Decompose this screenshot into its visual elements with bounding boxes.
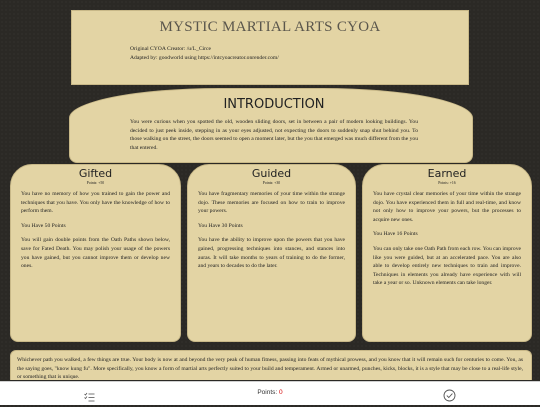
choice-card-points-note: You Have 30 Points <box>198 222 243 229</box>
lore-panel <box>10 350 532 380</box>
points-value: 0 <box>279 389 283 396</box>
points-label: Points: <box>257 389 278 396</box>
points-counter <box>0 389 540 396</box>
choice-card-points: Points: +16 <box>438 181 456 185</box>
choice-card-description: You have fragmentary memories of your time within the strange dojo. These memories are focused on how to train to improve your powers. <box>198 191 345 215</box>
choice-card-points-note: You Have 50 Points <box>21 222 66 229</box>
choice-card-earned[interactable] <box>362 164 532 342</box>
choice-card-gifted[interactable] <box>10 164 181 342</box>
choice-card-details: You can only take one Oath Path from each row. You can improve like you were guided, but at an accelerated pace. You are also able to develop entirely new techniques to train and improve. Techniques in elements you already have experience with will take a year or so. Unknown elements can take longer. <box>373 245 521 287</box>
choice-card-title: Gifted <box>78 167 113 180</box>
bottom-toolbar <box>0 381 540 405</box>
header-panel <box>71 10 469 85</box>
lore-paragraph: Whichever path you walked, a few things are true. Your body is now at and beyond the very peak of human fitness, passing into feats of mythical prowess, and you know that it will remain such for centuries to come. You, as the saying goes, "know kung fu". More specifically, you know a form of martial arts perfectly suited to your build and temperament. Armed or unarmed, punches, kicks, blocks, it is a style that may be close to a real-life style, or something that is unique. <box>17 357 523 380</box>
choice-card-description: You have crystal clear memories of your time within the strange dojo. You have experienced them in full and real-time, and know not only how to improve your powers, but the processes to acquire new ones. <box>373 191 521 223</box>
choice-card-description: You have no memory of how you trained to gain the power and techniques that you have. You only have the knowledge of how to perform them. <box>21 191 170 215</box>
choice-card-points-note: You Have 16 Points <box>373 231 418 238</box>
choice-card-title: Guided <box>251 167 292 180</box>
introduction-text: You were curious when you spotted the old, wooden sliding doors, set in between a pair of modern looking buildings. You decided to just peek inside, stepping in as your eyes adjusted, not expecting the doors to suddenly snap shut behind you. To those walking on the street, the doors seemed to open a moment later, but the you that emerged was much different from the you that entered. <box>130 119 418 151</box>
original-creator-credit: Original CYOA Creator: /u/L_Circe <box>130 46 211 52</box>
adapted-by-credit: Adapted by: goodworld using https://intcyoacreator.onrender.com/ <box>130 55 279 61</box>
choice-card-title: Earned <box>427 167 467 180</box>
choice-card-points: Points: +30 <box>262 181 281 185</box>
choice-card-guided[interactable] <box>187 164 356 342</box>
page-title: MYSTIC MARTIAL ARTS CYOA <box>159 19 381 35</box>
choice-card-details: You will gain double points from the Oath Paths shown below, save for Fated Death. You may polish your usage of the powers you have gained, but you cannot improve them or develop new ones. <box>21 237 170 270</box>
check-circle-icon[interactable] <box>443 387 456 400</box>
choice-card-details: You have the ability to improve upon the powers that you have gained, progressing techniques into stances, and stances into auras. It will take months to years of training to do the former, and years to decades to do the later. <box>198 237 345 270</box>
introduction-title: INTRODUCTION <box>223 97 325 112</box>
choice-card-points: Points: +50 <box>86 181 105 185</box>
introduction-panel <box>69 88 473 163</box>
